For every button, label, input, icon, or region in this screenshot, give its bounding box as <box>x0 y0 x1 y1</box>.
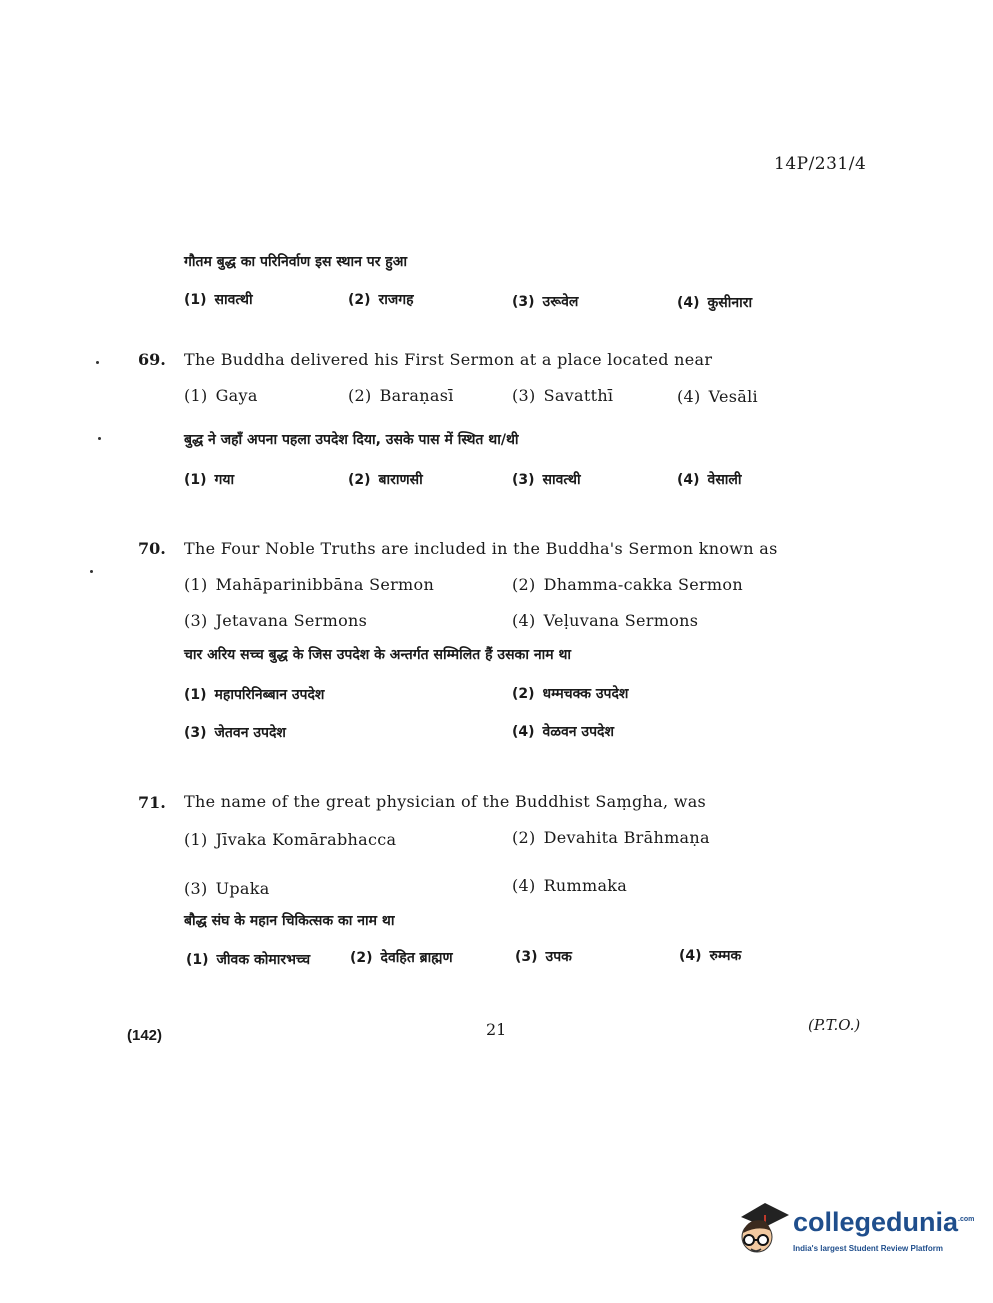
option-number: (4) <box>512 724 535 740</box>
option-number: (1) <box>184 386 208 405</box>
q69-option-1 <box>184 386 258 405</box>
mascot-icon <box>735 1195 791 1267</box>
q70-question: The Four Noble Truths are included in the Buddha's Sermon known as <box>184 539 778 558</box>
option-number: (2) <box>348 292 371 308</box>
option-text: उरूवेल <box>542 294 579 310</box>
q71-hindi-option-1 <box>186 950 310 969</box>
q69-hindi-option-1 <box>184 470 234 489</box>
logo-name: collegedunia <box>793 1207 959 1237</box>
option-number: (4) <box>679 948 702 964</box>
option-text: Vesāli <box>708 387 758 406</box>
option-number: (4) <box>677 472 700 488</box>
margin-dot <box>98 437 101 440</box>
option-text: सावत्थी <box>214 292 253 308</box>
q69-question: The Buddha delivered his First Sermon at a place located near <box>184 350 713 369</box>
q71-question-hindi: बौद्ध संघ के महान चिकित्सक का नाम था <box>184 913 395 929</box>
q68-option-2 <box>348 290 414 309</box>
q70-option-3 <box>184 611 367 630</box>
option-text: सावत्थी <box>542 472 581 488</box>
option-number: (3) <box>512 386 536 405</box>
q70-option-4 <box>512 611 698 630</box>
option-text: Savatthī <box>543 386 614 405</box>
option-number: (4) <box>512 876 536 895</box>
option-number: (2) <box>348 386 372 405</box>
option-number: (3) <box>512 472 535 488</box>
option-number: (2) <box>512 575 536 594</box>
q70-number: 70. <box>138 539 166 558</box>
option-number: (2) <box>512 686 535 702</box>
q68-option-1 <box>184 290 253 309</box>
option-text: धम्मचक्क उपदेश <box>542 686 629 702</box>
option-number: (1) <box>184 687 207 703</box>
option-number: (3) <box>515 949 538 965</box>
option-number: (3) <box>184 611 208 630</box>
q71-option-2 <box>512 828 710 847</box>
margin-dot <box>96 361 99 364</box>
q70-hindi-option-2 <box>512 684 628 703</box>
logo-wordmark <box>793 1207 974 1238</box>
q71-option-4 <box>512 876 627 895</box>
option-number: (2) <box>350 950 373 966</box>
q69-option-2 <box>348 386 454 405</box>
option-text: बाराणसी <box>378 472 423 488</box>
option-text: देवहित ब्राह्मण <box>380 950 453 966</box>
q70-question-hindi: चार अरिय सच्च बुद्ध के जिस उपदेश के अन्तर्गत सम्मिलित हैं उसका नाम था <box>184 647 572 663</box>
logo-suffix: .com <box>958 1216 975 1223</box>
q71-question: The name of the great physician of the Buddhist Saṃgha, was <box>184 792 707 811</box>
q70-option-1 <box>184 575 434 594</box>
option-text: Gaya <box>215 386 258 405</box>
option-number: (4) <box>512 611 536 630</box>
option-text: Devahita Brāhmaṇa <box>543 828 710 847</box>
q71-hindi-option-2 <box>350 948 453 967</box>
q71-option-1 <box>184 830 396 849</box>
option-number: (1) <box>184 575 208 594</box>
option-text: Baraṇasī <box>379 386 454 405</box>
q69-option-3 <box>512 386 613 405</box>
option-text: Mahāparinibbāna Sermon <box>215 575 435 594</box>
option-number: (2) <box>512 828 536 847</box>
option-text: Dhamma-cakka Sermon <box>543 575 743 594</box>
option-text: जेतवन उपदेश <box>214 725 286 741</box>
option-number: (2) <box>348 472 371 488</box>
collegedunia-logo <box>735 1195 975 1267</box>
q68-option-4 <box>677 293 752 312</box>
option-number: (3) <box>184 725 207 741</box>
q70-hindi-option-4 <box>512 722 614 741</box>
logo-tagline: India's largest Student Review Platform <box>793 1244 943 1253</box>
option-text: जीवक कोमारभच्च <box>216 952 311 968</box>
option-number: (1) <box>184 830 208 849</box>
option-text: Upaka <box>215 879 270 898</box>
q71-option-3 <box>184 879 270 898</box>
q71-hindi-option-3 <box>515 947 572 966</box>
option-text: वेळवन उपदेश <box>542 724 614 740</box>
q69-question-hindi: बुद्ध ने जहाँ अपना पहला उपदेश दिया, उसके पास में स्थित था/थी <box>184 432 519 448</box>
option-text: Rummaka <box>543 876 628 895</box>
q71-number: 71. <box>138 793 166 812</box>
q68-question-hindi: गौतम बुद्ध का परिनिर्वाण इस स्थान पर हुआ <box>184 254 408 270</box>
option-text: उपक <box>545 949 572 965</box>
option-text: Veḷuvana Sermons <box>543 611 699 630</box>
option-number: (1) <box>186 952 209 968</box>
q70-option-2 <box>512 575 743 594</box>
option-text: Jetavana Sermons <box>215 611 368 630</box>
option-text: राजगह <box>378 292 414 308</box>
option-text: गया <box>214 472 235 488</box>
footer-code: (142) <box>127 1027 163 1044</box>
option-number: (4) <box>677 387 701 406</box>
q71-hindi-option-4 <box>679 946 741 965</box>
q69-number: 69. <box>138 350 166 369</box>
option-number: (1) <box>184 292 207 308</box>
option-number: (3) <box>184 879 208 898</box>
option-text: कुसीनारा <box>707 295 753 311</box>
q70-hindi-option-1 <box>184 685 324 704</box>
q69-hindi-option-4 <box>677 470 742 489</box>
option-text: Jīvaka Komārabhacca <box>215 830 397 849</box>
option-text: वेसाली <box>707 472 742 488</box>
paper-code: 14P/231/4 <box>774 154 867 174</box>
pto-label: (P.T.O.) <box>808 1016 861 1034</box>
q69-hindi-option-3 <box>512 470 581 489</box>
option-number: (3) <box>512 294 535 310</box>
q69-hindi-option-2 <box>348 470 423 489</box>
option-text: महापरिनिब्बान उपदेश <box>214 687 325 703</box>
page-number: 21 <box>486 1020 507 1039</box>
option-number: (4) <box>677 295 700 311</box>
q68-option-3 <box>512 292 578 311</box>
margin-dot <box>90 570 93 573</box>
q69-option-4 <box>677 387 758 406</box>
option-number: (1) <box>184 472 207 488</box>
option-text: रुम्मक <box>709 948 742 964</box>
q70-hindi-option-3 <box>184 723 286 742</box>
